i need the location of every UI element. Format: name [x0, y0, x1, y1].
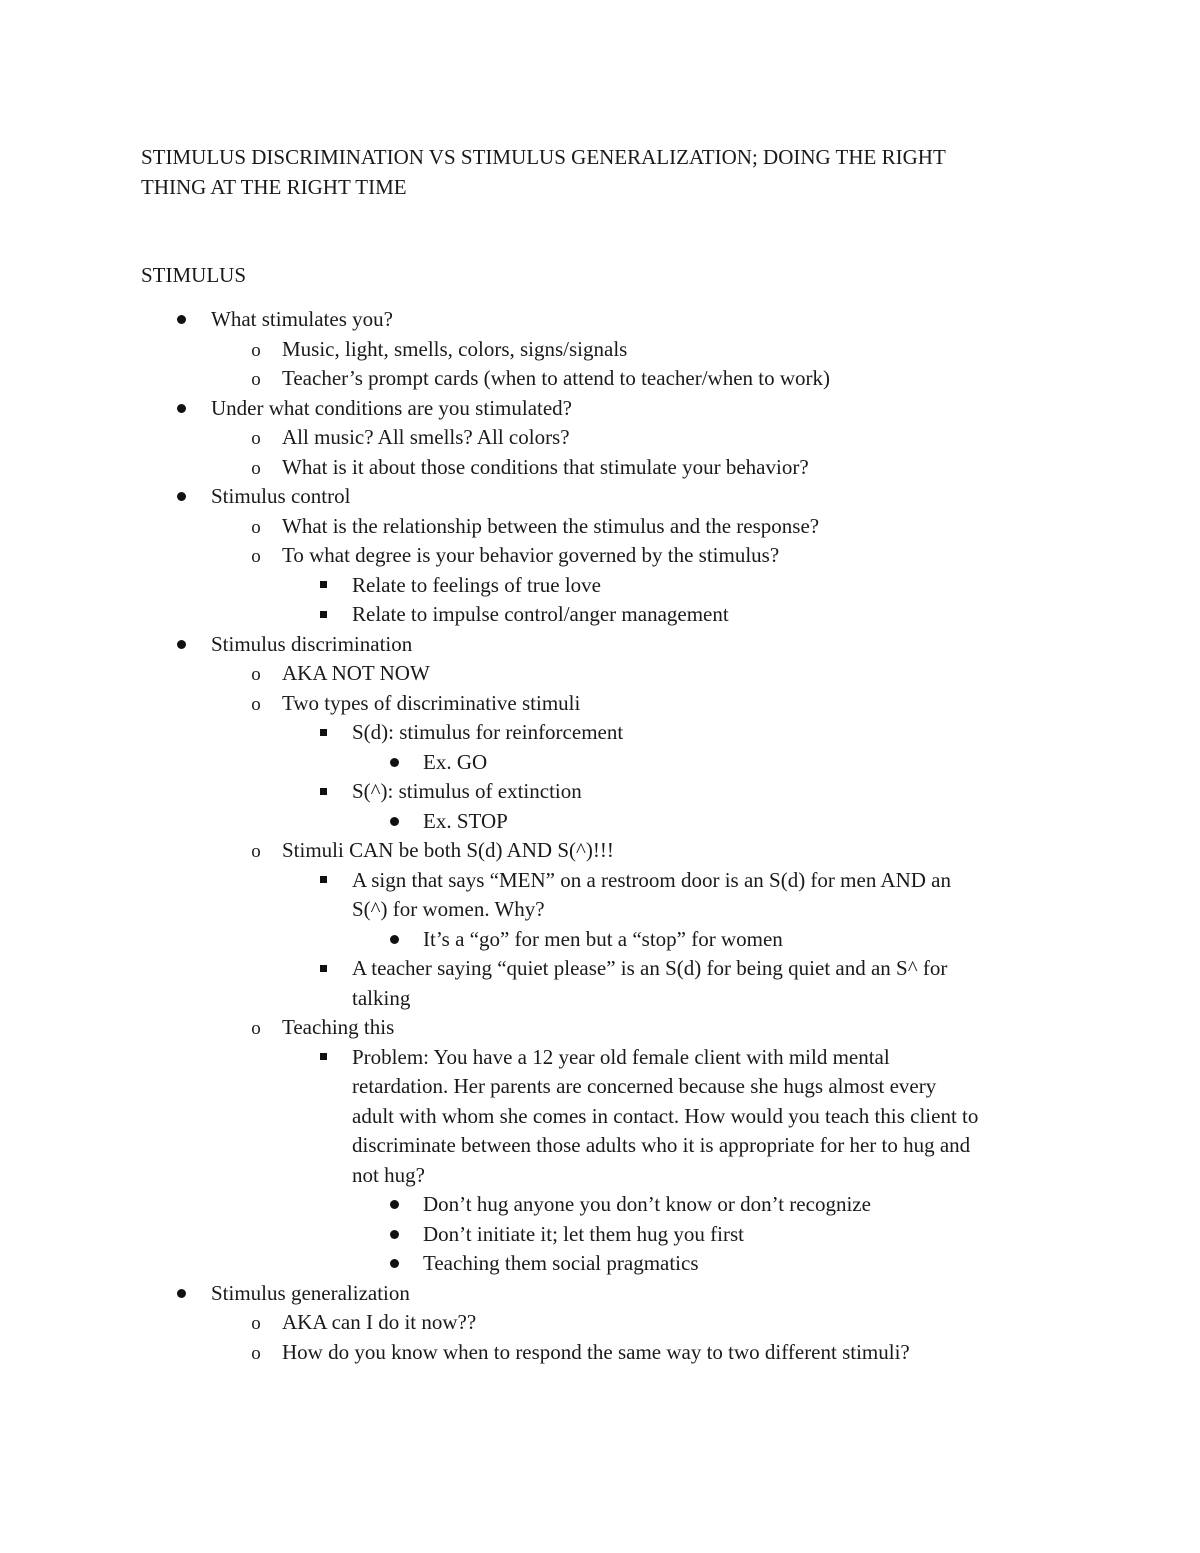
outline-line	[0, 895, 1200, 925]
bullet-circle-icon: o	[251, 1313, 261, 1334]
outline-text: Relate to impulse control/anger management	[352, 602, 729, 626]
outline-line	[0, 453, 1200, 483]
outline-line	[0, 718, 1200, 748]
outline-text: Problem: You have a 12 year old female client with mild mental	[352, 1044, 890, 1069]
outline-line	[0, 925, 1200, 955]
bullet-disc-icon	[384, 748, 404, 778]
outline-line	[0, 1072, 1200, 1102]
bullet-square-icon	[313, 777, 333, 807]
outline-text: Teacher’s prompt cards (when to attend to teacher/when to work)	[282, 366, 831, 390]
outline-text: A teacher saying “quiet please” is an S(d) for being quiet and an S^ for	[352, 956, 948, 980]
bullet-disc-icon	[384, 1190, 404, 1220]
bullet-circle-icon: o	[251, 369, 261, 390]
title-line-1: STIMULUS DISCRIMINATION VS STIMULUS GENERALIZATION; DOING THE RIGHT	[141, 145, 946, 169]
outline-line	[0, 364, 1200, 394]
bullet-square-icon	[313, 571, 333, 601]
outline-line	[0, 1249, 1200, 1279]
bullet-disc-icon	[171, 482, 191, 512]
outline-line	[0, 541, 1200, 571]
bullet-square-icon	[313, 954, 333, 984]
outline-line	[0, 689, 1200, 719]
outline-line	[0, 571, 1200, 601]
outline-line	[0, 394, 1200, 424]
outline-line	[0, 807, 1200, 837]
outline-text: It’s a “go” for men but a “stop” for women	[423, 926, 783, 951]
outline-line	[0, 305, 1200, 335]
outline-text: Under what conditions are you stimulated?	[211, 395, 572, 420]
outline-line	[0, 423, 1200, 453]
outline-text: Stimulus generalization	[211, 1280, 410, 1305]
bullet-circle-icon: o	[251, 457, 261, 479]
outline-text: What is it about those conditions that stimulate your behavior?	[282, 454, 809, 479]
outline-line	[0, 984, 1200, 1014]
outline-line	[0, 1308, 1200, 1338]
outline-line	[0, 777, 1200, 807]
bullet-square-icon	[313, 866, 333, 896]
bullet-circle-icon: o	[251, 516, 261, 538]
outline-line	[0, 1338, 1200, 1368]
outline-line	[0, 1043, 1200, 1073]
outline-line	[0, 1161, 1200, 1191]
bullet-circle-icon: o	[251, 693, 261, 715]
bullet-disc-icon	[384, 1249, 404, 1279]
outline-text: S(d): stimulus for reinforcement	[352, 720, 624, 744]
outline-line	[0, 512, 1200, 542]
bullet-disc-icon	[384, 1220, 404, 1250]
outline-text: Stimuli CAN be both S(d) AND S(^)!!!	[282, 838, 614, 862]
outline-text: Stimulus control	[211, 484, 351, 508]
bullet-circle-icon: o	[251, 546, 261, 567]
outline-text: To what degree is your behavior governed by the stimulus?	[282, 543, 780, 567]
outline-text: talking	[352, 985, 411, 1010]
outline-line	[0, 335, 1200, 365]
outline-text: What is the relationship between the stimulus and the response?	[282, 513, 820, 538]
outline-text: S(^): stimulus of extinction	[352, 779, 582, 803]
bullet-disc-icon	[171, 630, 191, 660]
outline-list	[0, 305, 1200, 1367]
bullet-circle-icon: o	[251, 1018, 261, 1039]
bullet-circle-icon: o	[251, 841, 261, 862]
outline-text: All music? All smells? All colors?	[282, 425, 570, 449]
bullet-disc-icon	[384, 925, 404, 955]
document-title	[141, 142, 1081, 202]
bullet-square-icon	[313, 600, 333, 630]
outline-text: Stimulus discrimination	[211, 631, 413, 656]
outline-text: Relate to feelings of true love	[352, 572, 601, 597]
bullet-disc-icon	[171, 1279, 191, 1309]
outline-text: AKA can I do it now??	[282, 1310, 477, 1334]
outline-line	[0, 482, 1200, 512]
outline-text: Teaching them social pragmatics	[423, 1251, 699, 1275]
outline-text: adult with whom she comes in contact. How would you teach this client to	[352, 1103, 979, 1128]
bullet-disc-icon	[171, 305, 191, 335]
outline-line	[0, 866, 1200, 896]
outline-text: not hug?	[352, 1162, 425, 1187]
outline-text: Two types of discriminative stimuli	[282, 690, 581, 715]
bullet-disc-icon	[171, 394, 191, 424]
outline-text: Music, light, smells, colors, signs/signals	[282, 336, 628, 361]
outline-text: S(^) for women. Why?	[352, 897, 545, 921]
outline-line	[0, 954, 1200, 984]
bullet-circle-icon: o	[251, 1342, 261, 1364]
outline-text: A sign that says “MEN” on a restroom door is an S(d) for men AND an	[352, 867, 951, 892]
title-line-2: THING AT THE RIGHT TIME	[141, 175, 407, 199]
outline-line	[0, 1190, 1200, 1220]
outline-text: Don’t initiate it; let them hug you first	[423, 1221, 744, 1246]
outline-line	[0, 1279, 1200, 1309]
outline-text: Ex. GO	[423, 749, 488, 774]
bullet-square-icon	[313, 1043, 333, 1073]
outline-line	[0, 1220, 1200, 1250]
outline-line	[0, 600, 1200, 630]
outline-line	[0, 659, 1200, 689]
outline-text: retardation. Her parents are concerned because she hugs almost every	[352, 1074, 937, 1098]
section-heading: STIMULUS	[141, 263, 247, 287]
outline-line	[0, 836, 1200, 866]
outline-text: discriminate between those adults who it is appropriate for her to hug and	[352, 1133, 971, 1157]
bullet-circle-icon: o	[251, 339, 261, 361]
outline-text: What stimulates you?	[211, 307, 393, 331]
outline-line	[0, 1131, 1200, 1161]
outline-text: Ex. STOP	[423, 808, 508, 833]
outline-text: Teaching this	[282, 1015, 395, 1039]
outline-line	[0, 1013, 1200, 1043]
outline-text: How do you know when to respond the same way to two different stimuli?	[282, 1339, 910, 1364]
outline-text: Don’t hug anyone you don’t know or don’t recognize	[423, 1192, 871, 1216]
outline-line	[0, 748, 1200, 778]
bullet-disc-icon	[384, 807, 404, 837]
outline-text: AKA NOT NOW	[282, 661, 430, 685]
outline-line	[0, 1102, 1200, 1132]
outline-line	[0, 630, 1200, 660]
bullet-square-icon	[313, 718, 333, 748]
bullet-circle-icon: o	[251, 664, 261, 685]
bullet-circle-icon: o	[251, 428, 261, 449]
